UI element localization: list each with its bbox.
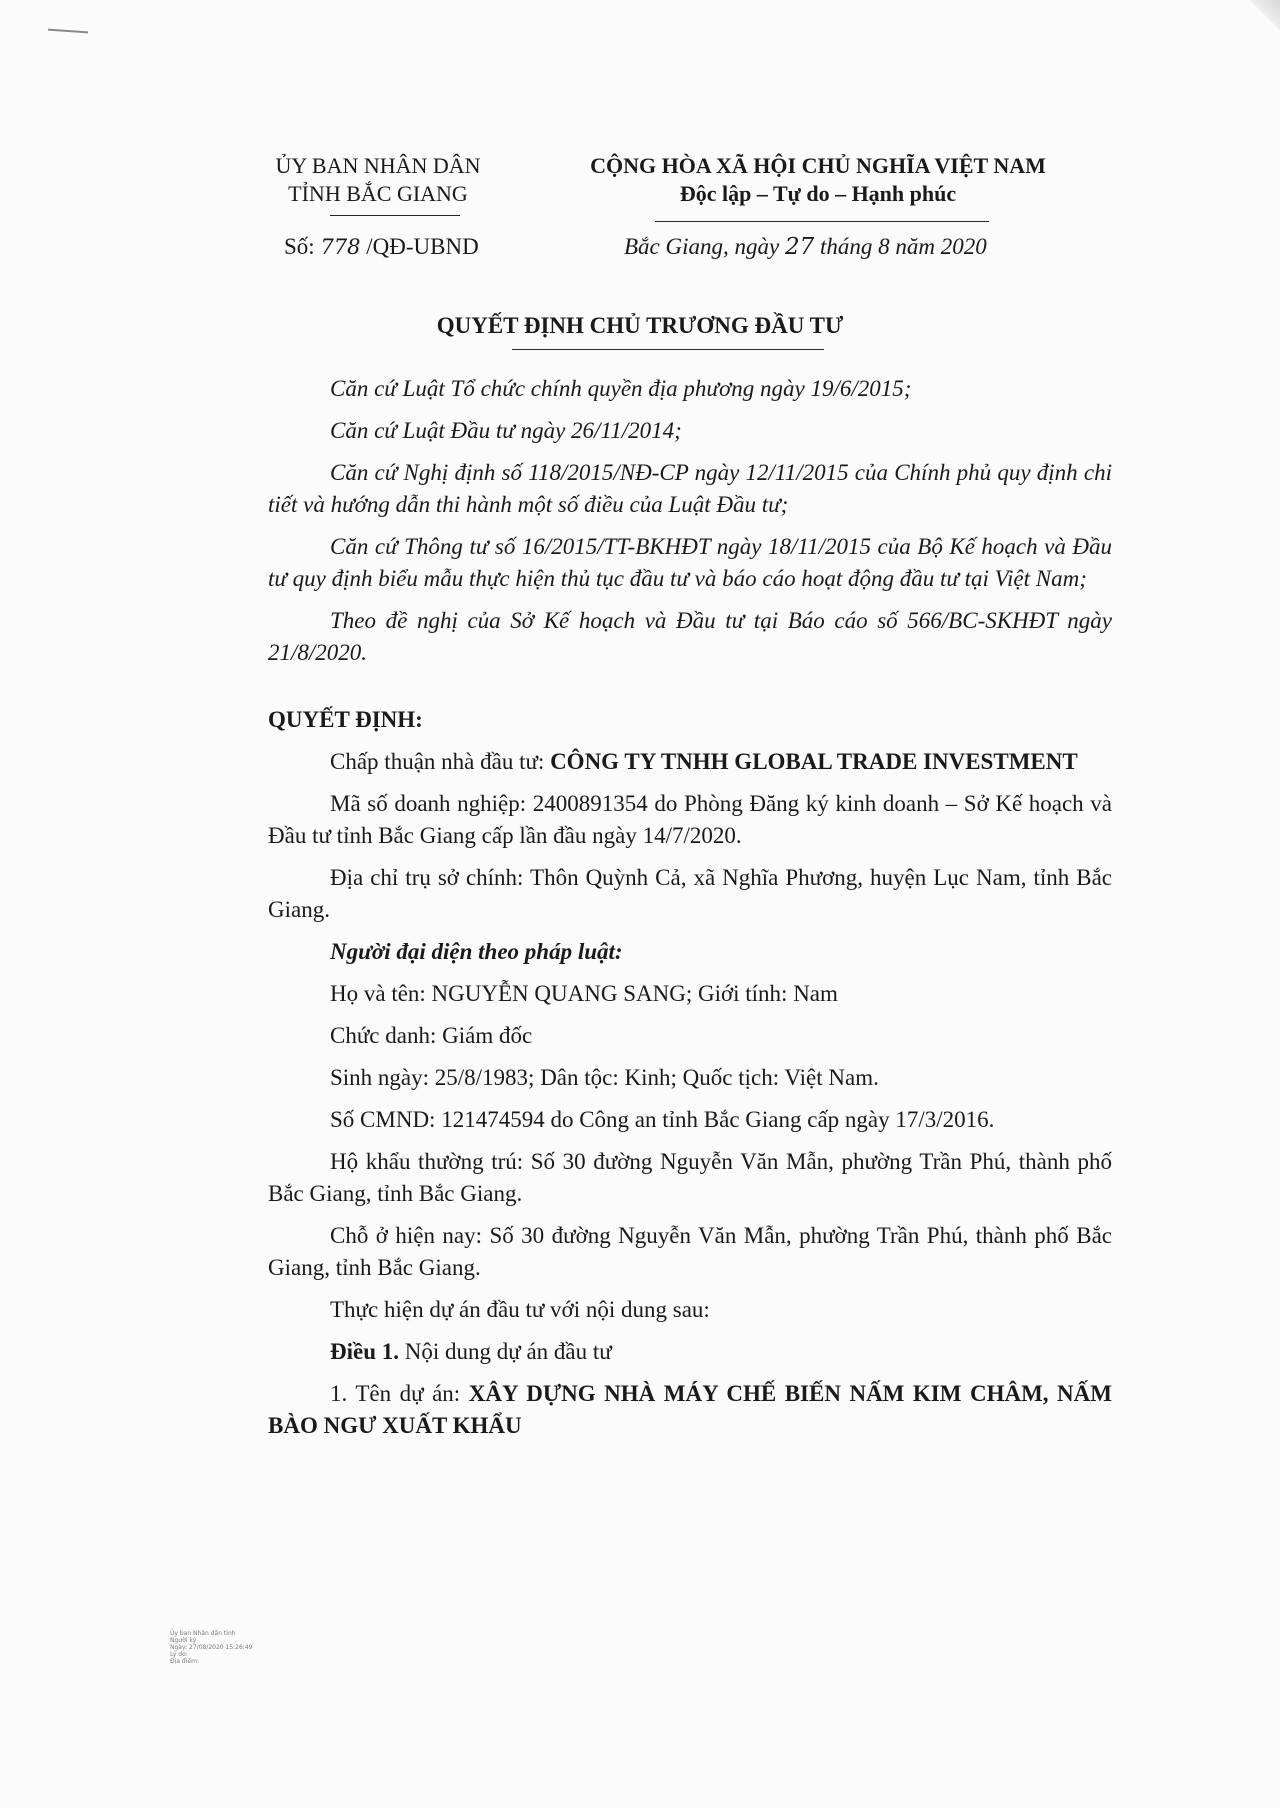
national-motto: Độc lập – Tự do – Hạnh phúc: [679, 181, 957, 206]
national-heading: [568, 152, 1068, 208]
investor-name: CÔNG TY TNHH GLOBAL TRADE INVESTMENT: [550, 749, 1078, 774]
legal-basis-item: Căn cứ Luật Tổ chức chính quyền địa phương ngày 19/6/2015;: [330, 376, 912, 401]
decision-heading: QUYẾT ĐỊNH:: [268, 707, 423, 732]
representative-name: Họ và tên: NGUYỄN QUANG SANG; Giới tính: Nam: [330, 981, 838, 1006]
national-title: CỘNG HÒA XÃ HỘI CHỦ NGHĨA VIỆT NAM: [590, 153, 1046, 178]
scan-artifact: [48, 29, 88, 34]
representative-heading: Người đại diện theo pháp luật:: [330, 939, 623, 964]
authority-line-2: TỈNH BẮC GIANG: [288, 181, 468, 206]
issuing-authority: [268, 152, 488, 208]
article-1: Điều 1. Nội dung dự án đầu tư: [330, 1339, 612, 1364]
handwritten-number: 778: [320, 235, 361, 259]
authority-underline: [330, 215, 460, 216]
project-title: XÂY DỰNG NHÀ MÁY CHẾ BIẾN NẤM KIM CHÂM, NẤM BÀO NGƯ XUẤT KHẨU: [268, 1381, 1112, 1438]
document-title: QUYẾT ĐỊNH CHỦ TRƯƠNG ĐẦU TƯ: [436, 313, 844, 338]
representative-id: Số CMND: 121474594 do Công an tỉnh Bắc Giang cấp ngày 17/3/2016.: [330, 1107, 995, 1132]
title-underline: [512, 349, 824, 350]
authority-line-1: ỦY BAN NHÂN DÂN: [275, 153, 481, 178]
investor-approval: Chấp thuận nhà đầu tư: CÔNG TY TNHH GLOBAL TRADE INVESTMENT: [330, 749, 1078, 774]
legal-bases: [268, 373, 1112, 679]
decision-body: [268, 704, 1112, 1452]
legal-basis-item: Theo đề nghị của Sở Kế hoạch và Đầu tư tại Báo cáo số 566/BC-SKHĐT ngày 21/8/2020.: [268, 608, 1112, 665]
page-corner-fold: [1250, 0, 1280, 30]
current-residence: Chỗ ở hiện nay: Số 30 đường Nguyễn Văn Mẫn, phường Trần Phú, thành phố Bắc Giang, tỉnh Bắc Giang.: [268, 1223, 1112, 1280]
document-date: Bắc Giang, ngày 27 tháng 8 năm 2020: [624, 234, 987, 260]
legal-basis-item: Căn cứ Thông tư số 16/2015/TT-BKHĐT ngày 18/11/2015 của Bộ Kế hoạch và Đầu tư quy định biểu mẫu thực hiện thủ tục đầu tư và báo cáo hoạt động đầu tư tại Việt Nam;: [268, 534, 1112, 591]
implementation-intro: Thực hiện dự án đầu tư với nội dung sau:: [330, 1297, 710, 1322]
document-number: Số: 778 /QĐ-UBND: [284, 234, 479, 259]
tax-code: Mã số doanh nghiệp: 2400891354 do Phòng Đăng ký kinh doanh – Sở Kế hoạch và Đầu tư tỉnh Bắc Giang cấp lần đầu ngày 14/7/2020.: [268, 791, 1112, 848]
motto-underline: [655, 221, 989, 222]
representative-title: Chức danh: Giám đốc: [330, 1023, 533, 1048]
legal-basis-item: Căn cứ Luật Đầu tư ngày 26/11/2014;: [330, 418, 682, 443]
legal-basis-item: Căn cứ Nghị định số 118/2015/NĐ-CP ngày 12/11/2015 của Chính phủ quy định chi tiết và hướng dẫn thi hành một số điều của Luật Đầu tư;: [268, 460, 1112, 517]
representative-birth: Sinh ngày: 25/8/1983; Dân tộc: Kinh; Quốc tịch: Việt Nam.: [330, 1065, 879, 1090]
permanent-residence: Hộ khẩu thường trú: Số 30 đường Nguyễn Văn Mẫn, phường Trần Phú, thành phố Bắc Giang, tỉnh Bắc Giang.: [268, 1149, 1112, 1206]
head-office-address: Địa chỉ trụ sở chính: Thôn Quỳnh Cả, xã Nghĩa Phương, huyện Lục Nam, tỉnh Bắc Giang.: [268, 865, 1112, 922]
project-name: 1. Tên dự án: XÂY DỰNG NHÀ MÁY CHẾ BIẾN NẤM KIM CHÂM, NẤM BÀO NGƯ XUẤT KHẨU: [268, 1381, 1112, 1438]
handwritten-day: 27: [784, 234, 815, 260]
digital-signature-stamp: Ủy ban Nhân dân tỉnh Người ký Ngày: 27/08/2020 15:26:49 Lý do: Địa điểm:: [170, 1630, 253, 1665]
